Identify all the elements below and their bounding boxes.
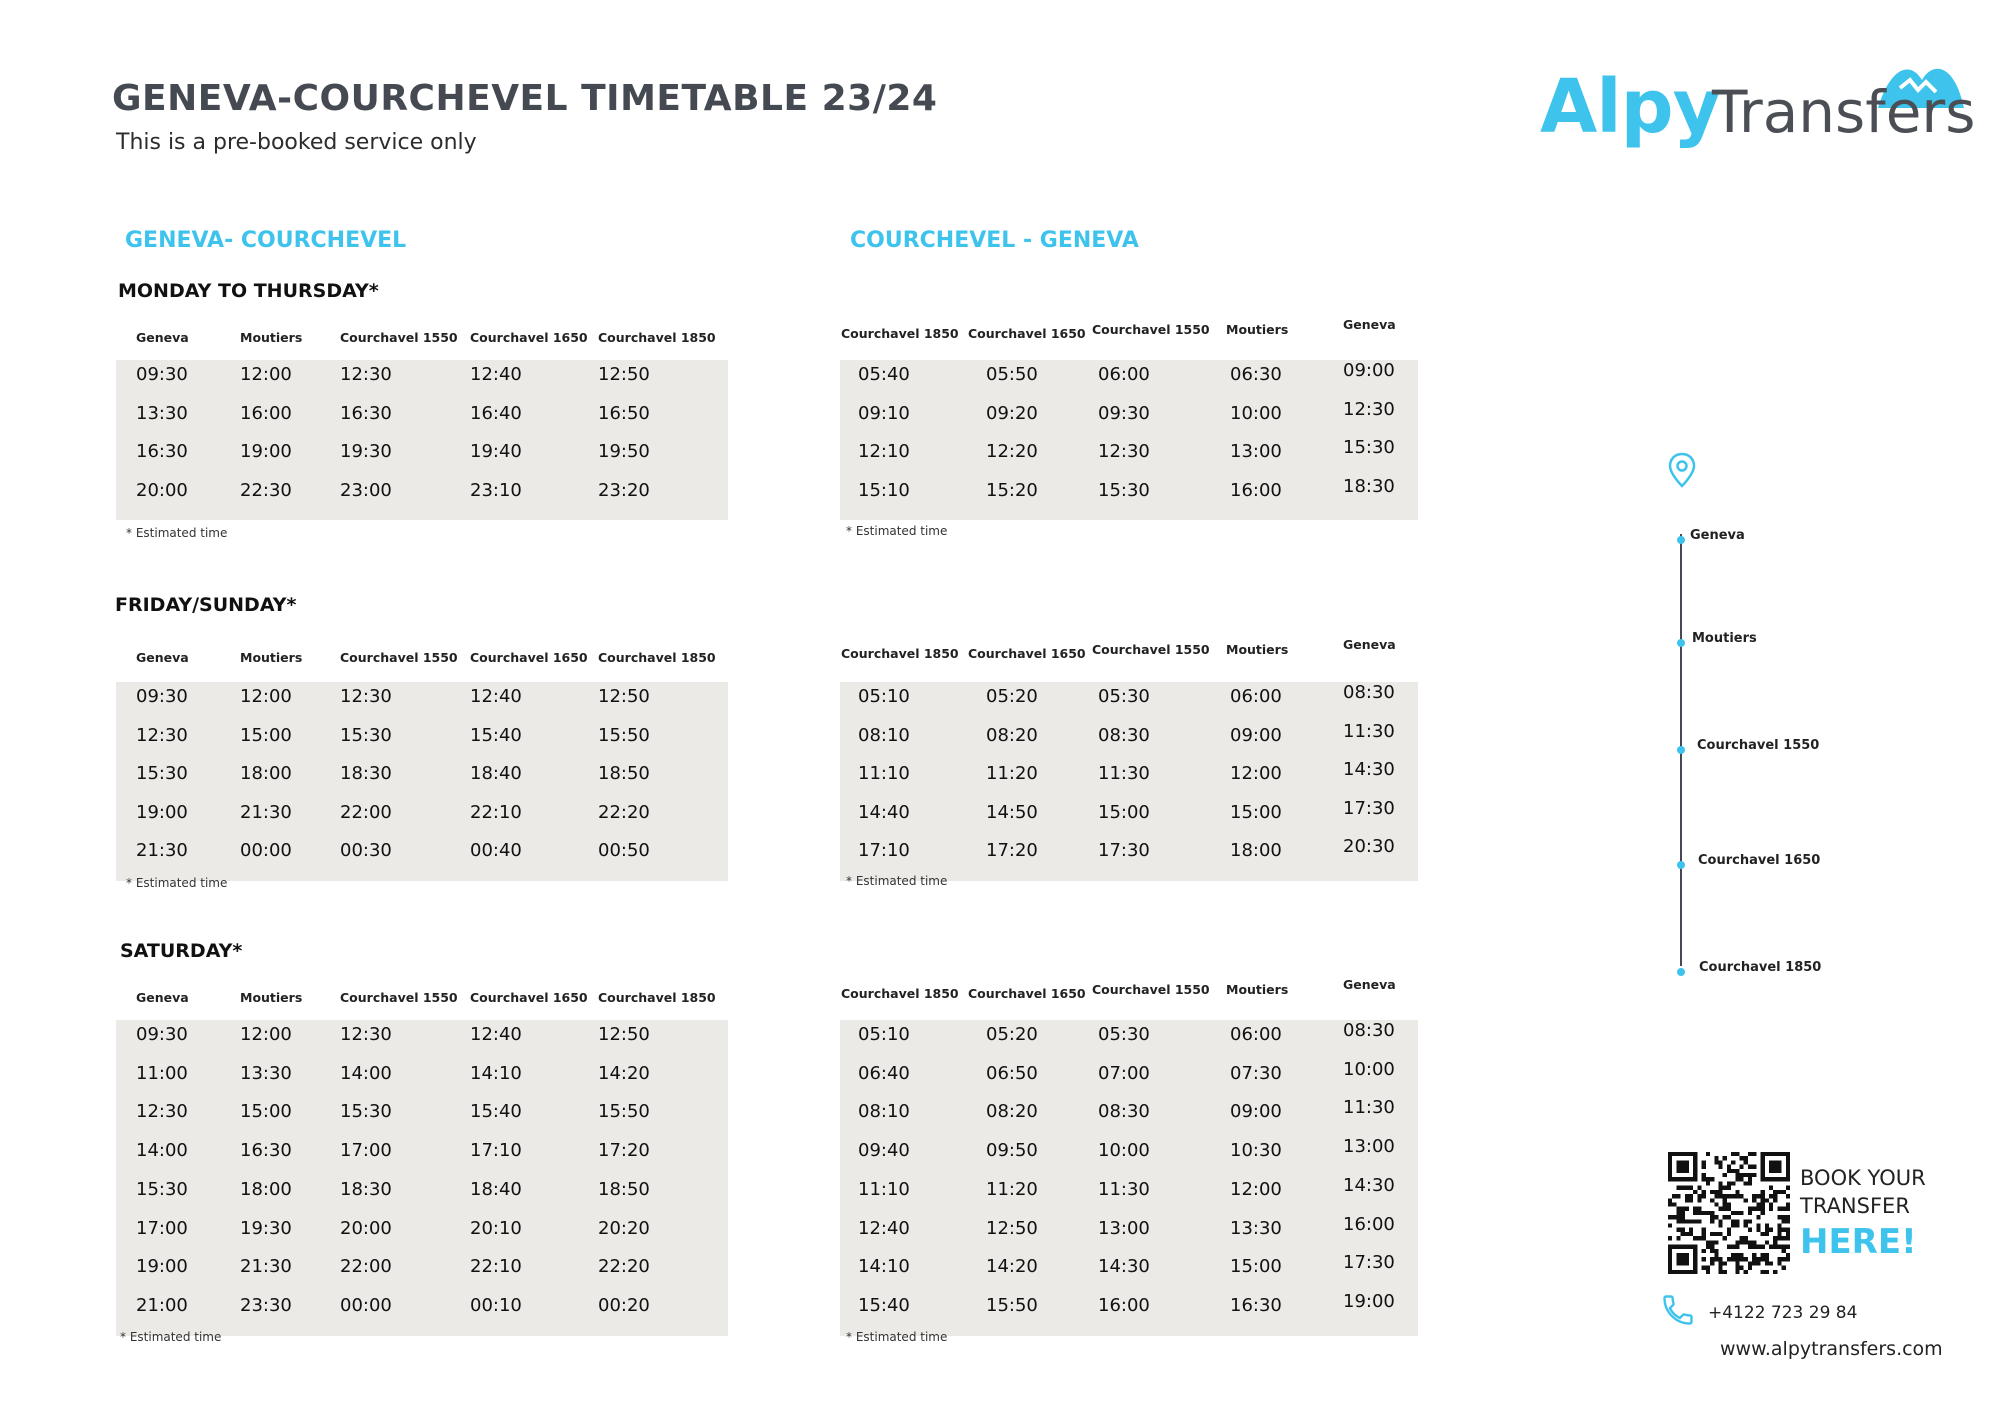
time-cell: 18:40 bbox=[470, 763, 522, 784]
time-cell: 22:00 bbox=[340, 801, 392, 823]
time-cell: 06:50 bbox=[986, 1062, 1038, 1084]
column-header: Courchavel 1850 bbox=[841, 986, 959, 1001]
time-cell: 09:00 bbox=[1343, 360, 1395, 381]
time-cell: 06:40 bbox=[858, 1062, 910, 1084]
time-cell: 12:20 bbox=[986, 441, 1038, 462]
time-cell: 07:00 bbox=[1098, 1062, 1150, 1084]
qr-code-icon[interactable] bbox=[1668, 1152, 1790, 1274]
time-cell: 08:30 bbox=[1098, 724, 1150, 746]
page-title: GENEVA-COURCHEVEL TIMETABLE 23/24 bbox=[112, 78, 938, 119]
time-cell: 15:30 bbox=[136, 763, 188, 784]
time-cell: 16:40 bbox=[470, 402, 522, 424]
estimated-time-note: * Estimated time bbox=[120, 1330, 222, 1344]
time-cell: 22:00 bbox=[340, 1256, 392, 1278]
time-cell: 00:10 bbox=[470, 1294, 522, 1316]
estimated-time-note: * Estimated time bbox=[846, 1330, 948, 1344]
time-cell: 10:00 bbox=[1343, 1058, 1395, 1080]
time-cell: 21:00 bbox=[136, 1294, 188, 1316]
time-cell: 08:30 bbox=[1098, 1101, 1150, 1123]
time-cell: 14:50 bbox=[986, 801, 1038, 823]
time-cell: 12:00 bbox=[240, 364, 292, 385]
estimated-time-note: * Estimated time bbox=[126, 526, 228, 540]
time-cell: 16:00 bbox=[1230, 479, 1282, 501]
time-cell: 11:10 bbox=[858, 1178, 910, 1200]
time-cell: 18:00 bbox=[240, 763, 292, 784]
estimated-time-note: * Estimated time bbox=[846, 874, 948, 888]
time-cell: 16:30 bbox=[136, 441, 188, 462]
time-cell: 15:50 bbox=[986, 1294, 1038, 1316]
time-cell: 12:50 bbox=[598, 686, 650, 707]
time-cell: 08:30 bbox=[1343, 1020, 1395, 1041]
column-header: Courchavel 1550 bbox=[1092, 322, 1210, 337]
route-map bbox=[1660, 448, 1980, 1008]
time-cell: 15:00 bbox=[1230, 801, 1282, 823]
time-cell: 19:30 bbox=[340, 441, 392, 462]
time-cell: 13:00 bbox=[1343, 1136, 1395, 1158]
time-cell: 21:30 bbox=[136, 840, 188, 861]
time-cell: 00:30 bbox=[340, 840, 392, 861]
time-cell: 15:30 bbox=[340, 1101, 392, 1123]
time-cell: 22:10 bbox=[470, 801, 522, 823]
time-cell: 16:00 bbox=[1343, 1213, 1395, 1235]
time-cell: 08:20 bbox=[986, 724, 1038, 746]
time-cell: 09:00 bbox=[1230, 724, 1282, 746]
time-cell: 11:20 bbox=[986, 1178, 1038, 1200]
time-cell: 17:30 bbox=[1343, 797, 1395, 819]
column-header: Courchavel 1650 bbox=[470, 990, 588, 1005]
time-cell: 15:30 bbox=[340, 724, 392, 746]
time-cell: 12:30 bbox=[136, 724, 188, 746]
column-header: Geneva bbox=[136, 990, 189, 1005]
time-cell: 23:30 bbox=[240, 1294, 292, 1316]
time-cell: 11:00 bbox=[136, 1062, 188, 1084]
phone-number[interactable]: +4122 723 29 84 bbox=[1708, 1303, 1858, 1323]
route-stop-dot bbox=[1677, 861, 1685, 869]
time-cell: 05:30 bbox=[1098, 686, 1150, 707]
route-stop-dot bbox=[1677, 746, 1685, 754]
website-link[interactable]: www.alpytransfers.com bbox=[1720, 1338, 1943, 1360]
route-stop-label: Courchavel 1850 bbox=[1699, 960, 1822, 975]
time-cell: 11:30 bbox=[1343, 720, 1395, 742]
time-cell: 14:00 bbox=[136, 1140, 188, 1162]
time-cell: 12:40 bbox=[470, 364, 522, 385]
time-cell: 12:40 bbox=[470, 686, 522, 707]
time-cell: 12:50 bbox=[598, 1024, 650, 1045]
time-cell: 12:30 bbox=[1098, 441, 1150, 462]
route-stop-dot bbox=[1677, 639, 1685, 647]
column-header: Courchavel 1650 bbox=[470, 330, 588, 345]
time-cell: 15:00 bbox=[240, 1101, 292, 1123]
time-cell: 16:30 bbox=[1230, 1294, 1282, 1316]
page-subtitle: This is a pre-booked service only bbox=[116, 130, 477, 155]
time-cell: 15:00 bbox=[240, 724, 292, 746]
route-stop-dot bbox=[1677, 536, 1685, 544]
time-cell: 14:20 bbox=[986, 1256, 1038, 1278]
alpy-transfers-logo bbox=[1540, 58, 1976, 168]
column-header: Courchavel 1850 bbox=[841, 646, 959, 661]
time-cell: 10:00 bbox=[1098, 1140, 1150, 1162]
column-header: Courchavel 1550 bbox=[340, 330, 458, 345]
time-cell: 14:20 bbox=[598, 1062, 650, 1084]
phone-icon bbox=[1660, 1292, 1696, 1328]
time-cell: 13:00 bbox=[1230, 441, 1282, 462]
time-cell: 12:40 bbox=[470, 1024, 522, 1045]
time-cell: 12:50 bbox=[598, 364, 650, 385]
time-cell: 09:50 bbox=[986, 1140, 1038, 1162]
book-your-label: BOOK YOUR bbox=[1800, 1166, 1926, 1190]
time-cell: 05:50 bbox=[986, 364, 1038, 385]
time-cell: 14:00 bbox=[340, 1062, 392, 1084]
time-cell: 19:00 bbox=[240, 441, 292, 462]
column-header: Moutiers bbox=[240, 990, 303, 1005]
time-cell: 17:10 bbox=[858, 840, 910, 861]
column-header: Geneva bbox=[1343, 977, 1396, 992]
column-header: Geneva bbox=[136, 330, 189, 345]
estimated-time-note: * Estimated time bbox=[846, 524, 948, 538]
time-cell: 12:00 bbox=[240, 686, 292, 707]
time-cell: 09:00 bbox=[1230, 1101, 1282, 1123]
time-cell: 16:00 bbox=[240, 402, 292, 424]
time-cell: 22:20 bbox=[598, 1256, 650, 1278]
time-cell: 23:00 bbox=[340, 479, 392, 501]
map-pin-icon bbox=[1668, 452, 1696, 488]
time-cell: 14:30 bbox=[1343, 1174, 1395, 1196]
time-cell: 14:10 bbox=[858, 1256, 910, 1278]
column-header: Moutiers bbox=[1226, 982, 1289, 997]
time-cell: 15:40 bbox=[858, 1294, 910, 1316]
time-cell: 17:20 bbox=[598, 1140, 650, 1162]
time-cell: 12:40 bbox=[858, 1217, 910, 1239]
time-cell: 19:00 bbox=[136, 801, 188, 823]
time-cell: 18:40 bbox=[470, 1178, 522, 1200]
column-header: Courchavel 1850 bbox=[598, 650, 716, 665]
time-cell: 09:20 bbox=[986, 402, 1038, 424]
time-cell: 17:10 bbox=[470, 1140, 522, 1162]
time-cell: 23:20 bbox=[598, 479, 650, 501]
time-cell: 09:30 bbox=[136, 364, 188, 385]
time-cell: 20:30 bbox=[1343, 836, 1395, 857]
time-cell: 12:00 bbox=[1230, 763, 1282, 784]
time-cell: 16:30 bbox=[340, 402, 392, 424]
time-cell: 18:00 bbox=[240, 1178, 292, 1200]
route-stop-label: Geneva bbox=[1690, 528, 1745, 543]
time-cell: 13:30 bbox=[1230, 1217, 1282, 1239]
time-cell: 05:20 bbox=[986, 686, 1038, 707]
time-cell: 16:30 bbox=[240, 1140, 292, 1162]
time-cell: 12:00 bbox=[1230, 1178, 1282, 1200]
column-header: Moutiers bbox=[240, 330, 303, 345]
time-cell: 20:00 bbox=[136, 479, 188, 501]
column-header: Moutiers bbox=[1226, 642, 1289, 657]
time-cell: 12:30 bbox=[136, 1101, 188, 1123]
time-cell: 05:10 bbox=[858, 1024, 910, 1045]
time-cell: 05:20 bbox=[986, 1024, 1038, 1045]
time-cell: 18:50 bbox=[598, 763, 650, 784]
time-cell: 11:30 bbox=[1098, 763, 1150, 784]
estimated-time-note: * Estimated time bbox=[126, 876, 228, 890]
column-header: Courchavel 1650 bbox=[470, 650, 588, 665]
time-cell: 19:40 bbox=[470, 441, 522, 462]
time-cell: 18:30 bbox=[340, 1178, 392, 1200]
time-cell: 15:30 bbox=[136, 1178, 188, 1200]
time-cell: 08:10 bbox=[858, 724, 910, 746]
time-cell: 17:00 bbox=[136, 1217, 188, 1239]
time-cell: 19:50 bbox=[598, 441, 650, 462]
time-cell: 05:10 bbox=[858, 686, 910, 707]
time-cell: 06:00 bbox=[1230, 686, 1282, 707]
time-cell: 17:30 bbox=[1343, 1252, 1395, 1274]
time-cell: 15:50 bbox=[598, 1101, 650, 1123]
time-cell: 08:10 bbox=[858, 1101, 910, 1123]
time-cell: 12:30 bbox=[340, 686, 392, 707]
column-header: Courchavel 1550 bbox=[1092, 642, 1210, 657]
column-header: Moutiers bbox=[240, 650, 303, 665]
logo-transfers-text: Transfers bbox=[1712, 78, 1976, 146]
time-cell: 06:00 bbox=[1230, 1024, 1282, 1045]
column-header: Courchavel 1550 bbox=[1092, 982, 1210, 997]
time-cell: 18:30 bbox=[340, 763, 392, 784]
time-cell: 19:00 bbox=[1343, 1290, 1395, 1312]
time-cell: 05:40 bbox=[858, 364, 910, 385]
time-cell: 20:00 bbox=[340, 1217, 392, 1239]
time-cell: 11:30 bbox=[1343, 1097, 1395, 1119]
time-cell: 00:50 bbox=[598, 840, 650, 861]
here-label[interactable]: HERE! bbox=[1800, 1222, 1917, 1262]
route-stop-label: Moutiers bbox=[1692, 631, 1757, 646]
time-cell: 16:00 bbox=[1098, 1294, 1150, 1316]
time-cell: 09:40 bbox=[858, 1140, 910, 1162]
time-cell: 18:30 bbox=[1343, 475, 1395, 497]
route-stop-label: Courchavel 1650 bbox=[1698, 853, 1821, 868]
inbound-route-title: COURCHEVEL - GENEVA bbox=[850, 228, 1139, 253]
time-cell: 15:30 bbox=[1098, 479, 1150, 501]
time-cell: 12:00 bbox=[240, 1024, 292, 1045]
column-header: Courchavel 1650 bbox=[968, 646, 1086, 661]
time-cell: 15:30 bbox=[1343, 437, 1395, 458]
time-cell: 19:00 bbox=[136, 1256, 188, 1278]
time-cell: 12:30 bbox=[340, 364, 392, 385]
section-title: FRIDAY/SUNDAY* bbox=[115, 594, 297, 616]
time-cell: 00:00 bbox=[240, 840, 292, 861]
time-cell: 06:00 bbox=[1098, 364, 1150, 385]
column-header: Geneva bbox=[136, 650, 189, 665]
time-cell: 14:40 bbox=[858, 801, 910, 823]
time-cell: 12:30 bbox=[340, 1024, 392, 1045]
time-cell: 09:10 bbox=[858, 402, 910, 424]
time-cell: 22:30 bbox=[240, 479, 292, 501]
time-cell: 20:10 bbox=[470, 1217, 522, 1239]
time-cell: 15:00 bbox=[1098, 801, 1150, 823]
section-title: MONDAY TO THURSDAY* bbox=[118, 280, 379, 302]
time-cell: 23:10 bbox=[470, 479, 522, 501]
time-cell: 10:30 bbox=[1230, 1140, 1282, 1162]
route-stop-label: Courchavel 1550 bbox=[1697, 738, 1820, 753]
column-header: Courchavel 1850 bbox=[598, 990, 716, 1005]
column-header: Courchavel 1550 bbox=[340, 990, 458, 1005]
time-cell: 11:30 bbox=[1098, 1178, 1150, 1200]
time-cell: 14:30 bbox=[1343, 759, 1395, 780]
time-cell: 15:00 bbox=[1230, 1256, 1282, 1278]
time-cell: 12:10 bbox=[858, 441, 910, 462]
time-cell: 19:30 bbox=[240, 1217, 292, 1239]
time-cell: 15:10 bbox=[858, 479, 910, 501]
time-cell: 21:30 bbox=[240, 1256, 292, 1278]
time-cell: 15:40 bbox=[470, 1101, 522, 1123]
time-cell: 20:20 bbox=[598, 1217, 650, 1239]
time-cell: 07:30 bbox=[1230, 1062, 1282, 1084]
time-cell: 14:10 bbox=[470, 1062, 522, 1084]
time-cell: 15:20 bbox=[986, 479, 1038, 501]
time-cell: 13:00 bbox=[1098, 1217, 1150, 1239]
logo-alpy-text: Alpy bbox=[1540, 64, 1720, 150]
time-cell: 06:30 bbox=[1230, 364, 1282, 385]
time-cell: 13:30 bbox=[240, 1062, 292, 1084]
column-header: Geneva bbox=[1343, 317, 1396, 332]
time-cell: 17:20 bbox=[986, 840, 1038, 861]
route-stop-dot bbox=[1677, 968, 1685, 976]
outbound-route-title: GENEVA- COURCHEVEL bbox=[125, 228, 407, 253]
time-cell: 17:30 bbox=[1098, 840, 1150, 861]
column-header: Courchavel 1650 bbox=[968, 986, 1086, 1001]
time-cell: 16:50 bbox=[598, 402, 650, 424]
time-cell: 15:40 bbox=[470, 724, 522, 746]
column-header: Courchavel 1650 bbox=[968, 326, 1086, 341]
time-cell: 00:40 bbox=[470, 840, 522, 861]
section-title: SATURDAY* bbox=[120, 940, 243, 962]
time-cell: 12:50 bbox=[986, 1217, 1038, 1239]
time-cell: 12:30 bbox=[1343, 398, 1395, 420]
time-cell: 13:30 bbox=[136, 402, 188, 424]
time-cell: 11:10 bbox=[858, 763, 910, 784]
column-header: Courchavel 1850 bbox=[841, 326, 959, 341]
time-cell: 09:30 bbox=[136, 686, 188, 707]
time-cell: 10:00 bbox=[1230, 402, 1282, 424]
column-header: Geneva bbox=[1343, 637, 1396, 652]
time-cell: 22:20 bbox=[598, 801, 650, 823]
column-header: Courchavel 1850 bbox=[598, 330, 716, 345]
column-header: Courchavel 1550 bbox=[340, 650, 458, 665]
transfer-label: TRANSFER bbox=[1800, 1194, 1910, 1218]
time-cell: 21:30 bbox=[240, 801, 292, 823]
time-cell: 09:30 bbox=[136, 1024, 188, 1045]
column-header: Moutiers bbox=[1226, 322, 1289, 337]
time-cell: 17:00 bbox=[340, 1140, 392, 1162]
time-cell: 00:00 bbox=[340, 1294, 392, 1316]
time-cell: 22:10 bbox=[470, 1256, 522, 1278]
time-cell: 05:30 bbox=[1098, 1024, 1150, 1045]
time-cell: 18:50 bbox=[598, 1178, 650, 1200]
time-cell: 09:30 bbox=[1098, 402, 1150, 424]
time-cell: 15:50 bbox=[598, 724, 650, 746]
time-cell: 11:20 bbox=[986, 763, 1038, 784]
time-cell: 08:20 bbox=[986, 1101, 1038, 1123]
time-cell: 08:30 bbox=[1343, 682, 1395, 703]
time-cell: 18:00 bbox=[1230, 840, 1282, 861]
time-cell: 14:30 bbox=[1098, 1256, 1150, 1278]
time-cell: 00:20 bbox=[598, 1294, 650, 1316]
